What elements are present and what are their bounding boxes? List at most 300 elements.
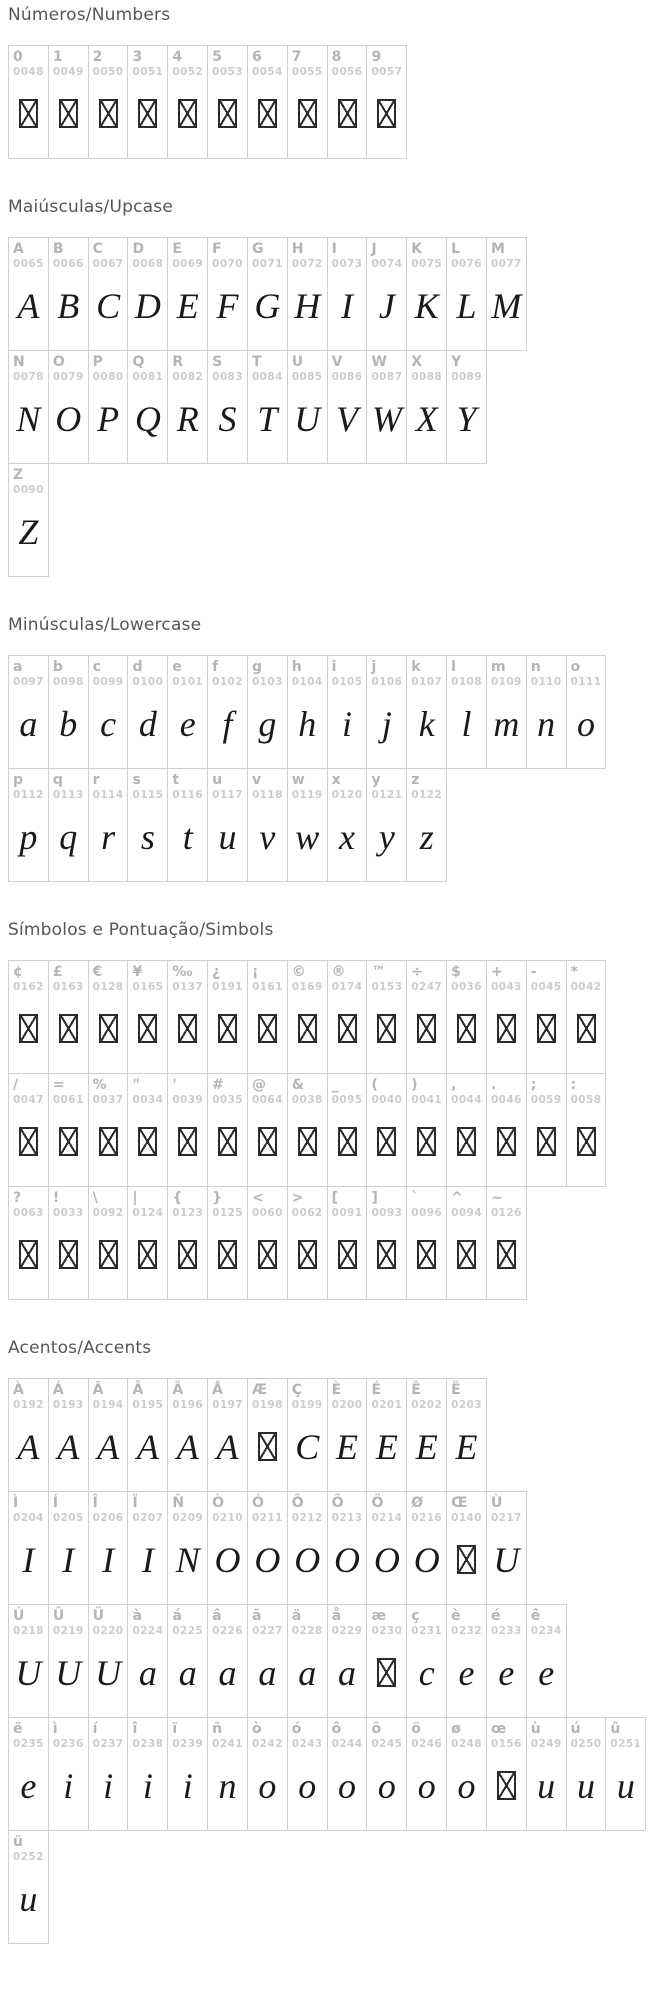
char-cell xyxy=(287,350,328,464)
char-label: Ó xyxy=(251,1495,264,1511)
char-cell-header xyxy=(172,49,203,79)
char-cell xyxy=(48,237,89,351)
missing-glyph-icon xyxy=(577,1014,596,1043)
char-label: ã xyxy=(251,1608,262,1624)
glyph: f xyxy=(222,703,233,744)
char-label: # xyxy=(212,1077,224,1093)
glyph: A xyxy=(17,285,40,326)
char-label: ™ xyxy=(371,964,386,980)
glyph: A xyxy=(57,1426,80,1467)
char-code: 0037 xyxy=(92,1094,124,1107)
section-upcase xyxy=(8,197,661,577)
glyph-area xyxy=(172,1412,203,1487)
char-cell-header xyxy=(252,1495,283,1525)
char-cell xyxy=(247,237,288,351)
char-code: 0198 xyxy=(251,1399,283,1412)
char-code: 0048 xyxy=(13,66,44,79)
char-cell-header xyxy=(13,49,44,79)
char-code: 0153 xyxy=(371,981,403,994)
glyph-area xyxy=(172,1107,203,1182)
glyph-area xyxy=(451,689,482,764)
section-title: Minúsculas/Lowercase xyxy=(8,615,202,635)
char-label: Ã xyxy=(132,1382,144,1398)
glyph-area xyxy=(212,79,243,154)
char-label: Ù xyxy=(490,1495,503,1511)
char-code: 0209 xyxy=(172,1512,204,1525)
char-label: Ñ xyxy=(172,1495,185,1511)
glyph-area xyxy=(53,994,84,1069)
char-cell xyxy=(127,768,168,882)
char-cell-header xyxy=(411,354,442,384)
char-label: } xyxy=(212,1190,223,1206)
glyph-area xyxy=(491,1525,522,1600)
glyph-area xyxy=(132,1638,163,1713)
char-code: 0213 xyxy=(331,1512,363,1525)
char-cell xyxy=(366,1491,407,1605)
char-cell xyxy=(446,1073,487,1187)
glyph: a xyxy=(338,1652,357,1693)
glyph-area xyxy=(53,1638,84,1713)
glyph-area xyxy=(13,497,44,572)
char-cell xyxy=(8,1830,49,1944)
glyph-area xyxy=(451,1525,482,1600)
char-label: > xyxy=(291,1190,304,1206)
char-code: 0248 xyxy=(451,1738,482,1751)
char-code: 0214 xyxy=(371,1512,403,1525)
glyph-area xyxy=(172,1638,203,1713)
char-code: 0123 xyxy=(172,1207,204,1220)
missing-glyph-icon xyxy=(19,1240,38,1269)
glyph-area xyxy=(252,802,283,877)
char-code: 0252 xyxy=(13,1851,44,1864)
char-code: 0064 xyxy=(251,1094,283,1107)
char-label: ' xyxy=(172,1077,177,1093)
char-cell xyxy=(327,960,368,1074)
glyph: O xyxy=(254,1539,281,1580)
char-label: 8 xyxy=(331,49,342,65)
char-code: 0204 xyxy=(13,1512,44,1525)
char-code: 0216 xyxy=(411,1512,443,1525)
glyph-area xyxy=(212,271,243,346)
glyph-area xyxy=(132,384,163,459)
char-code: 0078 xyxy=(13,371,44,384)
char-cell xyxy=(366,655,407,769)
glyph: e xyxy=(20,1765,37,1806)
char-cell-header xyxy=(212,964,243,994)
char-label: Ë xyxy=(451,1382,461,1398)
char-cell-header xyxy=(132,241,163,271)
char-code: 0194 xyxy=(92,1399,124,1412)
glyph: A xyxy=(176,1426,199,1467)
glyph-area xyxy=(13,384,44,459)
glyph: o xyxy=(298,1765,317,1806)
char-cell xyxy=(446,1491,487,1605)
glyph-area xyxy=(332,1751,363,1826)
char-cell-header xyxy=(172,964,203,994)
glyph: a xyxy=(298,1652,317,1693)
char-code: 0060 xyxy=(251,1207,283,1220)
char-code: 0044 xyxy=(451,1094,482,1107)
glyph: O xyxy=(413,1539,440,1580)
char-code: 0116 xyxy=(172,789,204,802)
char-code: 0192 xyxy=(13,1399,44,1412)
char-cell-header xyxy=(212,1382,243,1412)
glyph: e xyxy=(458,1652,475,1693)
glyph: c xyxy=(100,703,117,744)
char-cell-header xyxy=(292,241,323,271)
glyph-area xyxy=(172,1525,203,1600)
char-code: 0195 xyxy=(132,1399,164,1412)
char-cell xyxy=(167,1186,208,1300)
char-code: 0091 xyxy=(331,1207,363,1220)
char-cell-header xyxy=(212,1721,243,1751)
char-cell-header xyxy=(172,1077,203,1107)
glyph-area xyxy=(531,994,562,1069)
glyph-area xyxy=(531,1638,562,1713)
glyph-area xyxy=(252,1525,283,1600)
char-code: 0059 xyxy=(530,1094,562,1107)
char-code: 0140 xyxy=(451,1512,482,1525)
section-rows xyxy=(8,655,661,882)
glyph-area xyxy=(491,1107,522,1182)
char-code: 0203 xyxy=(451,1399,482,1412)
glyph-area xyxy=(53,384,84,459)
char-cell-header xyxy=(252,1382,283,1412)
char-label: - xyxy=(530,964,537,980)
char-cell-header xyxy=(411,1721,442,1751)
char-cell xyxy=(127,1717,168,1831)
glyph: i xyxy=(63,1765,74,1806)
glyph: a xyxy=(138,1652,157,1693)
char-cell xyxy=(247,1604,288,1718)
char-cell xyxy=(127,45,168,159)
char-code: 0220 xyxy=(92,1625,124,1638)
char-label: j xyxy=(371,659,377,675)
glyph: C xyxy=(295,1426,320,1467)
glyph: L xyxy=(456,285,477,326)
char-cell-header xyxy=(93,1382,124,1412)
char-cell-header xyxy=(93,659,124,689)
char-code: 0191 xyxy=(212,981,243,994)
char-code: 0105 xyxy=(331,676,363,689)
char-code: 0041 xyxy=(411,1094,443,1107)
glyph: m xyxy=(493,703,520,744)
char-cell-header xyxy=(371,964,402,994)
glyph-area xyxy=(571,1751,602,1826)
char-code: 0112 xyxy=(13,789,44,802)
char-cell xyxy=(127,1378,168,1492)
char-cell xyxy=(247,1073,288,1187)
glyph-area xyxy=(411,1751,442,1826)
char-cell-header xyxy=(371,659,402,689)
char-cell xyxy=(88,655,129,769)
glyph-area xyxy=(571,1107,602,1182)
char-code: 0241 xyxy=(212,1738,243,1751)
glyph: O xyxy=(294,1539,321,1580)
char-cell-header xyxy=(292,1721,323,1751)
char-code: 0237 xyxy=(92,1738,124,1751)
glyph-area xyxy=(332,994,363,1069)
char-cell xyxy=(167,1717,208,1831)
char-cell xyxy=(486,1717,527,1831)
glyph-area xyxy=(411,994,442,1069)
char-code: 0251 xyxy=(610,1738,642,1751)
char-row xyxy=(8,1717,646,1831)
char-row xyxy=(8,1830,49,1944)
glyph-area xyxy=(132,79,163,154)
glyph: n xyxy=(537,703,556,744)
char-code: 0071 xyxy=(251,258,283,271)
char-cell-header xyxy=(212,1608,243,1638)
char-cell-header xyxy=(332,1608,363,1638)
char-cell-header xyxy=(332,1495,363,1525)
char-cell-header xyxy=(491,1077,522,1107)
missing-glyph-icon xyxy=(218,1127,237,1156)
glyph: g xyxy=(258,703,277,744)
glyph-area xyxy=(53,1220,84,1295)
glyph-area xyxy=(13,1864,44,1939)
char-cell-header xyxy=(212,1190,243,1220)
char-label: A xyxy=(13,241,24,257)
char-cell xyxy=(287,768,328,882)
glyph-area xyxy=(172,79,203,154)
char-cell-header xyxy=(252,241,283,271)
char-row xyxy=(8,1604,567,1718)
glyph: n xyxy=(218,1765,237,1806)
char-cell-header xyxy=(411,1077,442,1107)
char-label: p xyxy=(13,772,24,788)
glyph: M xyxy=(491,285,522,326)
char-code: 0035 xyxy=(212,1094,243,1107)
char-cell-header xyxy=(132,964,163,994)
glyph-area xyxy=(13,1412,44,1487)
char-code: 0066 xyxy=(52,258,84,271)
char-label: D xyxy=(132,241,145,257)
char-code: 0034 xyxy=(132,1094,164,1107)
glyph-area xyxy=(13,802,44,877)
glyph-area xyxy=(411,1107,442,1182)
char-cell-header xyxy=(252,772,283,802)
char-cell xyxy=(327,1186,368,1300)
char-code: 0072 xyxy=(291,258,323,271)
char-cell-header xyxy=(292,772,323,802)
char-code: 0097 xyxy=(13,676,44,689)
char-code: 0211 xyxy=(251,1512,283,1525)
char-cell xyxy=(8,1717,49,1831)
glyph-area xyxy=(13,79,44,154)
char-code: 0234 xyxy=(530,1625,562,1638)
char-cell xyxy=(526,960,567,1074)
glyph: i xyxy=(342,703,353,744)
missing-glyph-icon xyxy=(99,1127,118,1156)
char-cell-header xyxy=(292,1190,323,1220)
char-label: _ xyxy=(331,1077,339,1093)
char-code: 0051 xyxy=(132,66,164,79)
char-label: " xyxy=(132,1077,140,1093)
missing-glyph-icon xyxy=(178,1014,197,1043)
missing-glyph-icon xyxy=(19,99,38,128)
glyph: p xyxy=(19,816,38,857)
char-label: Ú xyxy=(13,1608,25,1624)
char-label: T xyxy=(251,354,262,370)
glyph: J xyxy=(378,285,395,326)
glyph-area xyxy=(292,1638,323,1713)
char-cell-header xyxy=(53,1077,84,1107)
glyph-area xyxy=(411,1525,442,1600)
char-cell xyxy=(127,1604,168,1718)
char-cell xyxy=(287,1378,328,1492)
char-cell-header xyxy=(451,1382,482,1412)
glyph: P xyxy=(97,398,120,439)
char-label: | xyxy=(132,1190,138,1206)
char-cell xyxy=(8,45,49,159)
char-label: ¡ xyxy=(251,964,259,980)
missing-glyph-icon xyxy=(218,1240,237,1269)
missing-glyph-icon xyxy=(298,1014,317,1043)
char-code: 0163 xyxy=(52,981,84,994)
char-label: Å xyxy=(212,1382,223,1398)
char-cell xyxy=(88,350,129,464)
char-code: 0045 xyxy=(530,981,562,994)
char-code: 0055 xyxy=(291,66,323,79)
char-label: c xyxy=(92,659,101,675)
char-code: 0047 xyxy=(13,1094,44,1107)
glyph: e xyxy=(538,1652,555,1693)
glyph-area xyxy=(93,1220,124,1295)
char-cell-header xyxy=(491,964,522,994)
char-label: ¿ xyxy=(212,964,221,980)
char-cell-header xyxy=(172,241,203,271)
glyph-area xyxy=(93,1107,124,1182)
glyph-area xyxy=(53,689,84,764)
glyph: o xyxy=(338,1765,357,1806)
char-label: Ö xyxy=(371,1495,384,1511)
char-code: 0089 xyxy=(451,371,482,384)
glyph-area xyxy=(451,1751,482,1826)
glyph-area xyxy=(252,384,283,459)
glyph-area xyxy=(212,1525,243,1600)
char-label: Ê xyxy=(411,1382,421,1398)
missing-glyph-icon xyxy=(59,1127,78,1156)
char-cell-header xyxy=(411,964,442,994)
char-label: ® xyxy=(331,964,346,980)
char-cell xyxy=(366,1073,407,1187)
char-code: 0226 xyxy=(212,1625,243,1638)
glyph-area xyxy=(172,689,203,764)
glyph-area xyxy=(93,994,124,1069)
glyph-area xyxy=(332,1412,363,1487)
char-code: 0094 xyxy=(451,1207,482,1220)
char-cell-header xyxy=(13,1382,44,1412)
char-code: 0103 xyxy=(251,676,283,689)
glyph: w xyxy=(295,816,320,857)
char-code: 0229 xyxy=(331,1625,363,1638)
char-cell-header xyxy=(13,1608,44,1638)
char-code: 0137 xyxy=(172,981,204,994)
char-cell xyxy=(327,350,368,464)
glyph-area xyxy=(252,1751,283,1826)
char-code: 0107 xyxy=(411,676,443,689)
char-cell xyxy=(8,960,49,1074)
glyph: E xyxy=(455,1426,478,1467)
char-cell xyxy=(8,463,49,577)
missing-glyph-icon xyxy=(19,1127,38,1156)
char-cell-header xyxy=(53,354,84,384)
char-label: R xyxy=(172,354,184,370)
glyph-area xyxy=(172,384,203,459)
glyph-area xyxy=(212,1220,243,1295)
glyph: o xyxy=(577,703,595,744)
char-cell xyxy=(207,1186,248,1300)
char-cell xyxy=(406,655,447,769)
char-cell xyxy=(48,768,89,882)
char-code: 0083 xyxy=(212,371,243,384)
glyph: A xyxy=(216,1426,239,1467)
char-label: < xyxy=(251,1190,264,1206)
char-label: + xyxy=(490,964,503,980)
glyph: C xyxy=(96,285,121,326)
char-cell-header xyxy=(451,1721,482,1751)
char-label: ! xyxy=(52,1190,60,1206)
char-label: ) xyxy=(411,1077,418,1093)
char-label: ò xyxy=(251,1721,262,1737)
glyph: u xyxy=(616,1765,635,1806)
glyph-area xyxy=(371,1638,402,1713)
glyph-area xyxy=(252,271,283,346)
char-cell xyxy=(406,1378,447,1492)
char-code: 0099 xyxy=(92,676,124,689)
section-title: Números/Numbers xyxy=(8,5,171,25)
char-cell-header xyxy=(451,659,482,689)
char-cell-header xyxy=(451,964,482,994)
char-row xyxy=(8,237,527,351)
char-label: Ç xyxy=(291,1382,303,1398)
char-row xyxy=(8,1378,487,1492)
char-cell xyxy=(327,1378,368,1492)
char-cell xyxy=(486,1073,527,1187)
glyph-area xyxy=(371,1107,402,1182)
section-rows xyxy=(8,45,661,159)
char-cell xyxy=(446,1717,487,1831)
char-label: 2 xyxy=(92,49,103,65)
char-label: P xyxy=(92,354,103,370)
char-cell-header xyxy=(292,1608,323,1638)
char-cell xyxy=(287,1717,328,1831)
char-cell-header xyxy=(252,1077,283,1107)
char-label: X xyxy=(411,354,423,370)
char-cell xyxy=(207,1378,248,1492)
char-code: 0200 xyxy=(331,1399,363,1412)
glyph-area xyxy=(13,271,44,346)
char-code: 0210 xyxy=(212,1512,243,1525)
section-numbers xyxy=(8,5,661,159)
char-label: 6 xyxy=(251,49,262,65)
char-cell-header xyxy=(531,1077,562,1107)
char-cell xyxy=(88,960,129,1074)
missing-glyph-icon xyxy=(19,1014,38,1043)
char-cell xyxy=(88,1604,129,1718)
char-label: ¢ xyxy=(13,964,23,980)
missing-glyph-icon xyxy=(457,1240,476,1269)
glyph-area xyxy=(212,1412,243,1487)
char-label: è xyxy=(451,1608,461,1624)
char-code: 0233 xyxy=(490,1625,522,1638)
char-code: 0058 xyxy=(570,1094,602,1107)
char-cell xyxy=(8,655,49,769)
glyph-area xyxy=(172,271,203,346)
glyph-area xyxy=(13,1638,44,1713)
glyph-area xyxy=(292,689,323,764)
